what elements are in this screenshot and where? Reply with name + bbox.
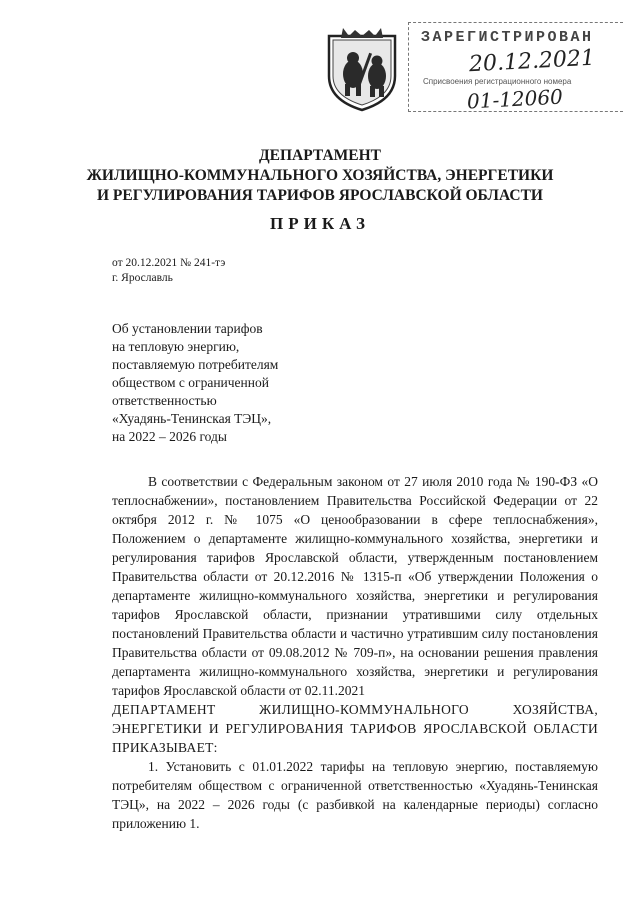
subject-line: ответственностью (112, 393, 217, 408)
subject-line: на 2022 – 2026 годы (112, 429, 227, 444)
coat-of-arms-icon (323, 26, 401, 112)
order-subject (112, 320, 342, 446)
subject-line: «Хуадянь-Тенинская ТЭЦ», (112, 411, 272, 426)
stamp-registration-number: 01-12060 (466, 84, 564, 114)
stamp-title: ЗАРЕГИСТРИРОВАН (421, 29, 594, 46)
order-meta (112, 256, 225, 286)
preamble-paragraph: В соответствии с Федеральным законом от 27 июля 2010 года № 190-ФЗ «О теплоснабжении», постановлением Правительства Российской Федерации от 22 октября 2012 г. № 1075 «О ценообразовании в сфере теплоснабжения», Положением о департаменте жилищно-коммунального хозяйства, энергетики и регулирования тарифов Ярославской области, утвержденным постановлением Правительства области от 20.12.2016 № 1315-п «Об утверждении Положения о департаменте жилищно-коммунального хозяйства, энергетики и регулирования тарифов Ярославской области, признании утратившими силу отдельных постановлений Правительства области и частично утратившим силу постановления Правительства области от 09.08.2012 № 709-п», на основании решения правления департамента жилищно-коммунального хозяйства, энергетики и регулирования тарифов Ярославской области от 02.11.2021 (112, 474, 598, 698)
order-body (112, 472, 598, 833)
orders-paragraph: ДЕПАРТАМЕНТ ЖИЛИЩНО-КОММУНАЛЬНОГО ХОЗЯЙСТВА, ЭНЕРГЕТИКИ И РЕГУЛИРОВАНИЯ ТАРИФОВ ЯРОСЛАВСКОЙ ОБЛАСТИ ПРИКАЗЫВАЕТ: (112, 702, 598, 755)
order-city: г. Ярославль (112, 272, 173, 284)
department-line-1: ДЕПАРТАМЕНТ (258, 147, 382, 164)
order-title: ПРИКАЗ (270, 214, 370, 233)
department-line-3: И РЕГУЛИРОВАНИЯ ТАРИФОВ ЯРОСЛАВСКОЙ ОБЛАСТИ (97, 187, 543, 204)
subject-line: поставляемую потребителям (112, 357, 279, 372)
department-heading (0, 146, 640, 206)
registration-stamp (408, 22, 623, 112)
stamp-date: 20.12.2021 (468, 45, 596, 78)
subject-line: обществом с ограниченной (112, 375, 269, 390)
subject-line: Об установлении тарифов (112, 321, 263, 336)
item-1-paragraph: 1. Установить с 01.01.2022 тарифы на тепловую энергию, поставляемую потребителям обществом с ограниченной ответственностью «Хуадянь-Тенинская ТЭЦ», на 2022 – 2026 годы (с разбивкой на календарные периоды) согласно приложению 1. (112, 759, 598, 831)
stamp-caption: Сприсвоения регистрационного номера (423, 77, 572, 86)
subject-line: на тепловую энергию, (112, 339, 240, 354)
order-date-number: от 20.12.2021 № 241-тэ (112, 257, 226, 269)
department-line-2: ЖИЛИЩНО-КОММУНАЛЬНОГО ХОЗЯЙСТВА, ЭНЕРГЕТИКИ (86, 167, 554, 184)
